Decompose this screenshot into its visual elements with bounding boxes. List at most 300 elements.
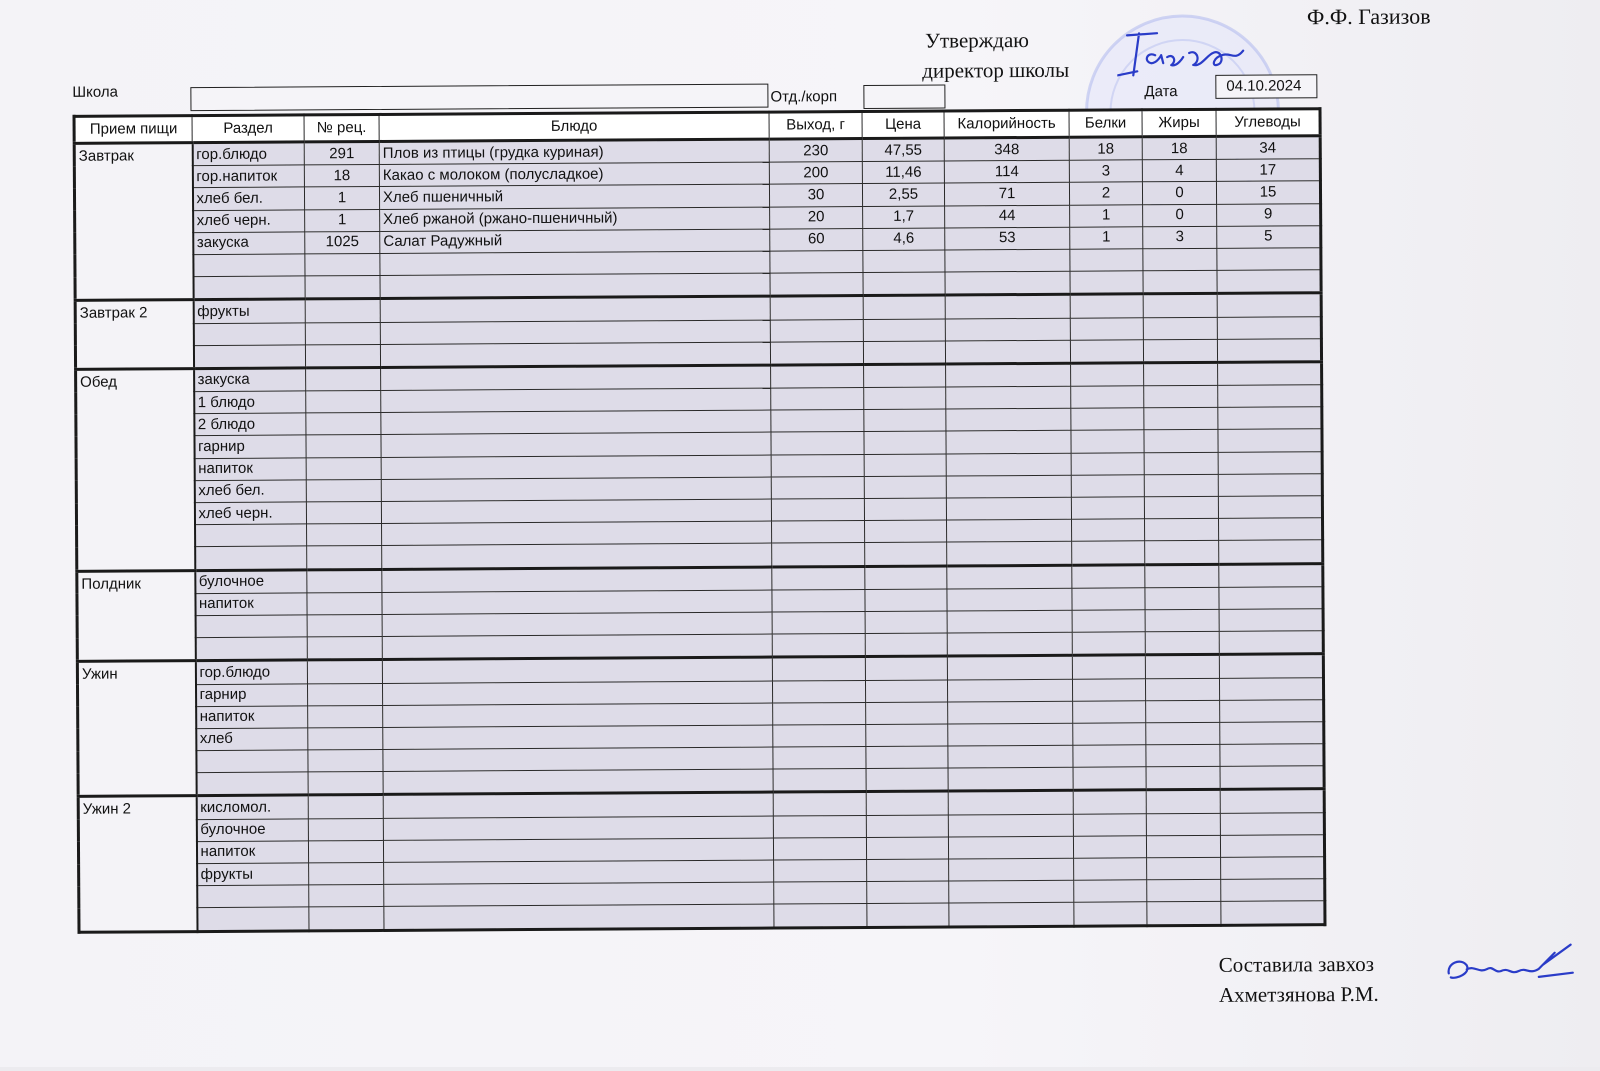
carbs-cell[interactable] bbox=[1220, 812, 1324, 835]
price-cell[interactable] bbox=[865, 679, 947, 702]
carbs-cell[interactable] bbox=[1218, 385, 1322, 408]
kcal-cell[interactable] bbox=[947, 679, 1072, 702]
fat-cell[interactable] bbox=[1147, 902, 1221, 926]
protein-cell[interactable] bbox=[1073, 767, 1146, 791]
recipe-cell[interactable]: 291 bbox=[304, 141, 379, 165]
recipe-cell[interactable] bbox=[308, 795, 383, 819]
section-cell[interactable]: хлеб бел. bbox=[192, 187, 304, 210]
fat-cell[interactable] bbox=[1147, 857, 1221, 880]
yield-cell[interactable] bbox=[770, 273, 863, 297]
yield-cell[interactable] bbox=[770, 296, 863, 320]
fat-cell[interactable]: 0 bbox=[1143, 204, 1217, 227]
recipe-cell[interactable] bbox=[308, 772, 383, 796]
fat-cell[interactable] bbox=[1145, 609, 1219, 632]
protein-cell[interactable]: 2 bbox=[1069, 182, 1142, 205]
yield-cell[interactable] bbox=[773, 724, 866, 747]
kcal-cell[interactable] bbox=[948, 791, 1073, 815]
carbs-cell[interactable]: 15 bbox=[1216, 181, 1320, 204]
price-cell[interactable] bbox=[864, 454, 946, 477]
section-cell[interactable] bbox=[197, 907, 309, 931]
kcal-cell[interactable] bbox=[945, 318, 1070, 341]
price-cell[interactable]: 47,55 bbox=[862, 138, 944, 162]
dish-cell[interactable] bbox=[384, 860, 774, 885]
protein-cell[interactable] bbox=[1072, 610, 1145, 633]
fat-cell[interactable] bbox=[1145, 564, 1219, 588]
price-cell[interactable]: 4,6 bbox=[863, 228, 945, 251]
protein-cell[interactable] bbox=[1073, 723, 1146, 746]
protein-cell[interactable] bbox=[1072, 655, 1145, 679]
fat-cell[interactable] bbox=[1143, 317, 1217, 340]
kcal-cell[interactable] bbox=[947, 565, 1072, 589]
kcal-cell[interactable] bbox=[948, 745, 1073, 768]
yield-cell[interactable] bbox=[774, 882, 867, 905]
carbs-cell[interactable] bbox=[1217, 248, 1321, 271]
recipe-cell[interactable] bbox=[307, 683, 382, 706]
fat-cell[interactable] bbox=[1146, 722, 1220, 745]
dish-cell[interactable] bbox=[383, 838, 773, 863]
section-cell[interactable]: гор.блюдо bbox=[195, 660, 307, 684]
fat-cell[interactable]: 4 bbox=[1142, 160, 1216, 183]
carbs-cell[interactable] bbox=[1220, 789, 1324, 813]
fat-cell[interactable]: 18 bbox=[1142, 136, 1216, 160]
yield-cell[interactable] bbox=[770, 250, 863, 273]
dish-cell[interactable] bbox=[380, 320, 770, 345]
fat-cell[interactable] bbox=[1146, 767, 1220, 791]
dish-cell[interactable] bbox=[381, 433, 771, 458]
carbs-cell[interactable] bbox=[1219, 586, 1323, 609]
recipe-cell[interactable] bbox=[305, 276, 380, 300]
recipe-cell[interactable] bbox=[308, 818, 383, 841]
carbs-cell[interactable] bbox=[1221, 857, 1325, 880]
section-cell[interactable]: 1 блюдо bbox=[194, 391, 306, 414]
protein-cell[interactable] bbox=[1070, 317, 1143, 340]
yield-cell[interactable] bbox=[773, 815, 866, 838]
dish-cell[interactable] bbox=[380, 251, 770, 276]
price-cell[interactable] bbox=[863, 341, 945, 365]
yield-cell[interactable]: 30 bbox=[769, 184, 862, 207]
section-cell[interactable] bbox=[193, 322, 305, 345]
section-cell[interactable]: фрукты bbox=[193, 299, 305, 323]
carbs-cell[interactable] bbox=[1217, 338, 1321, 362]
protein-cell[interactable] bbox=[1072, 541, 1145, 565]
carbs-cell[interactable] bbox=[1219, 540, 1323, 564]
dish-cell[interactable] bbox=[381, 410, 771, 435]
fat-cell[interactable] bbox=[1145, 655, 1219, 679]
dish-cell[interactable] bbox=[382, 681, 772, 706]
dish-cell[interactable] bbox=[382, 612, 772, 637]
fat-cell[interactable] bbox=[1143, 248, 1217, 271]
section-cell[interactable] bbox=[193, 345, 305, 369]
price-cell[interactable] bbox=[866, 837, 948, 860]
fat-cell[interactable] bbox=[1146, 813, 1220, 836]
yield-cell[interactable] bbox=[771, 364, 864, 388]
price-cell[interactable] bbox=[865, 542, 947, 566]
kcal-cell[interactable] bbox=[946, 475, 1071, 498]
recipe-cell[interactable] bbox=[309, 907, 384, 931]
dish-cell[interactable] bbox=[384, 882, 774, 907]
protein-cell[interactable] bbox=[1071, 475, 1144, 498]
price-cell[interactable]: 1,7 bbox=[863, 206, 945, 229]
section-cell[interactable]: напиток bbox=[196, 706, 308, 729]
recipe-cell[interactable]: 1 bbox=[305, 209, 380, 232]
price-cell[interactable] bbox=[863, 272, 945, 296]
carbs-cell[interactable] bbox=[1220, 835, 1324, 858]
yield-cell[interactable] bbox=[772, 521, 865, 544]
yield-cell[interactable]: 230 bbox=[769, 139, 862, 163]
dish-cell[interactable] bbox=[381, 499, 771, 524]
protein-cell[interactable] bbox=[1071, 386, 1144, 409]
price-cell[interactable] bbox=[866, 702, 948, 725]
dish-cell[interactable] bbox=[383, 725, 773, 750]
fat-cell[interactable] bbox=[1143, 270, 1217, 294]
price-cell[interactable] bbox=[865, 611, 947, 634]
kcal-cell[interactable] bbox=[948, 814, 1073, 837]
fat-cell[interactable] bbox=[1147, 880, 1221, 903]
protein-cell[interactable] bbox=[1073, 836, 1146, 859]
price-cell[interactable] bbox=[864, 364, 946, 388]
fat-cell[interactable]: 3 bbox=[1143, 226, 1217, 249]
price-cell[interactable] bbox=[864, 387, 946, 410]
price-cell[interactable] bbox=[866, 815, 948, 838]
kcal-cell[interactable] bbox=[945, 295, 1070, 319]
kcal-cell[interactable] bbox=[945, 271, 1070, 295]
carbs-cell[interactable] bbox=[1219, 609, 1323, 632]
carbs-cell[interactable] bbox=[1218, 362, 1322, 386]
carbs-cell[interactable]: 17 bbox=[1216, 159, 1320, 182]
price-cell[interactable]: 11,46 bbox=[862, 161, 944, 184]
recipe-cell[interactable]: 18 bbox=[304, 165, 379, 188]
price-cell[interactable] bbox=[867, 859, 949, 882]
yield-cell[interactable] bbox=[773, 747, 866, 770]
price-cell[interactable] bbox=[864, 409, 946, 432]
recipe-cell[interactable] bbox=[307, 660, 382, 684]
dish-cell[interactable] bbox=[381, 477, 771, 502]
protein-cell[interactable] bbox=[1072, 564, 1145, 588]
protein-cell[interactable] bbox=[1070, 339, 1143, 363]
carbs-cell[interactable] bbox=[1217, 316, 1321, 339]
kcal-cell[interactable] bbox=[948, 701, 1073, 724]
kcal-cell[interactable] bbox=[947, 588, 1072, 611]
kcal-cell[interactable]: 53 bbox=[945, 227, 1070, 250]
dish-cell[interactable] bbox=[382, 543, 772, 569]
yield-cell[interactable] bbox=[773, 702, 866, 725]
fat-cell[interactable]: 0 bbox=[1142, 182, 1216, 205]
price-cell[interactable] bbox=[867, 903, 949, 927]
recipe-cell[interactable] bbox=[306, 435, 381, 458]
recipe-cell[interactable] bbox=[306, 457, 381, 480]
recipe-cell[interactable]: 1 bbox=[304, 187, 379, 210]
kcal-cell[interactable] bbox=[948, 836, 1073, 859]
protein-cell[interactable] bbox=[1074, 880, 1147, 903]
yield-cell[interactable] bbox=[770, 319, 863, 342]
dish-cell[interactable] bbox=[382, 634, 772, 660]
dish-cell[interactable]: Хлеб пшеничный bbox=[379, 184, 769, 209]
protein-cell[interactable] bbox=[1070, 294, 1143, 318]
protein-cell[interactable] bbox=[1072, 588, 1145, 611]
carbs-cell[interactable] bbox=[1220, 766, 1324, 790]
fat-cell[interactable] bbox=[1146, 835, 1220, 858]
protein-cell[interactable] bbox=[1071, 430, 1144, 453]
dish-cell[interactable] bbox=[383, 792, 773, 818]
dish-cell[interactable]: Какао с молоком (полусладкое) bbox=[379, 162, 769, 187]
yield-cell[interactable] bbox=[771, 388, 864, 411]
price-cell[interactable] bbox=[863, 318, 945, 341]
fat-cell[interactable] bbox=[1145, 631, 1219, 655]
dish-cell[interactable]: Хлеб ржаной (ржано-пшеничный) bbox=[380, 207, 770, 232]
dish-cell[interactable] bbox=[382, 521, 772, 546]
carbs-cell[interactable] bbox=[1218, 429, 1322, 452]
kcal-cell[interactable]: 114 bbox=[944, 160, 1069, 183]
kcal-cell[interactable] bbox=[947, 542, 1072, 566]
carbs-cell[interactable] bbox=[1217, 293, 1321, 317]
dish-cell[interactable] bbox=[380, 342, 770, 368]
yield-cell[interactable]: 20 bbox=[770, 206, 863, 229]
price-cell[interactable] bbox=[867, 881, 949, 904]
section-cell[interactable]: закуска bbox=[194, 368, 306, 392]
dish-cell[interactable]: Салат Радужный bbox=[380, 229, 770, 254]
fat-cell[interactable] bbox=[1144, 430, 1218, 453]
protein-cell[interactable] bbox=[1071, 452, 1144, 475]
kcal-cell[interactable] bbox=[948, 767, 1073, 791]
dish-cell[interactable] bbox=[384, 904, 774, 930]
price-cell[interactable] bbox=[865, 589, 947, 612]
protein-cell[interactable] bbox=[1071, 363, 1144, 387]
price-cell[interactable] bbox=[864, 498, 946, 521]
section-cell[interactable]: гор.блюдо bbox=[192, 142, 304, 166]
fat-cell[interactable] bbox=[1143, 294, 1217, 318]
kcal-cell[interactable] bbox=[947, 519, 1072, 542]
recipe-cell[interactable] bbox=[306, 413, 381, 436]
yield-cell[interactable] bbox=[772, 611, 865, 634]
protein-cell[interactable] bbox=[1074, 858, 1147, 881]
section-cell[interactable] bbox=[193, 276, 305, 300]
kcal-cell[interactable] bbox=[949, 858, 1074, 881]
yield-cell[interactable] bbox=[770, 341, 863, 365]
section-cell[interactable] bbox=[193, 254, 305, 277]
kcal-cell[interactable] bbox=[949, 903, 1074, 927]
dish-cell[interactable]: Плов из птицы (грудка куриная) bbox=[379, 139, 769, 165]
fat-cell[interactable] bbox=[1145, 519, 1219, 542]
yield-cell[interactable] bbox=[774, 904, 867, 928]
section-cell[interactable] bbox=[195, 615, 307, 638]
protein-cell[interactable] bbox=[1072, 632, 1145, 656]
kcal-cell[interactable] bbox=[946, 408, 1071, 431]
kcal-cell[interactable] bbox=[945, 340, 1070, 364]
protein-cell[interactable] bbox=[1071, 497, 1144, 520]
date-field[interactable] bbox=[1215, 74, 1317, 99]
carbs-cell[interactable] bbox=[1218, 474, 1322, 497]
recipe-cell[interactable] bbox=[305, 322, 380, 345]
section-cell[interactable]: напиток bbox=[196, 841, 308, 864]
kcal-cell[interactable] bbox=[947, 632, 1072, 656]
price-cell[interactable] bbox=[866, 746, 948, 769]
yield-cell[interactable]: 200 bbox=[769, 162, 862, 185]
kcal-cell[interactable] bbox=[946, 497, 1071, 520]
section-cell[interactable] bbox=[197, 885, 309, 908]
recipe-cell[interactable] bbox=[305, 344, 380, 368]
fat-cell[interactable] bbox=[1146, 790, 1220, 814]
dish-cell[interactable] bbox=[382, 567, 772, 593]
section-cell[interactable]: 2 блюдо bbox=[194, 413, 306, 436]
protein-cell[interactable] bbox=[1070, 249, 1143, 272]
price-cell[interactable]: 2,55 bbox=[862, 183, 944, 206]
carbs-cell[interactable] bbox=[1219, 518, 1323, 541]
price-cell[interactable] bbox=[864, 431, 946, 454]
carbs-cell[interactable] bbox=[1217, 270, 1321, 294]
price-cell[interactable] bbox=[863, 295, 945, 319]
dish-cell[interactable] bbox=[381, 388, 771, 413]
carbs-cell[interactable] bbox=[1219, 677, 1323, 700]
section-cell[interactable]: булочное bbox=[196, 819, 308, 842]
recipe-cell[interactable] bbox=[306, 367, 381, 391]
kcal-cell[interactable] bbox=[949, 880, 1074, 903]
school-field[interactable] bbox=[190, 84, 768, 112]
protein-cell[interactable]: 1 bbox=[1070, 204, 1143, 227]
recipe-cell[interactable] bbox=[309, 862, 384, 885]
yield-cell[interactable] bbox=[772, 589, 865, 612]
dish-cell[interactable] bbox=[380, 296, 770, 322]
section-cell[interactable] bbox=[196, 750, 308, 773]
yield-cell[interactable] bbox=[772, 543, 865, 567]
price-cell[interactable] bbox=[863, 250, 945, 273]
kcal-cell[interactable]: 348 bbox=[944, 137, 1069, 161]
dish-cell[interactable] bbox=[382, 657, 772, 683]
carbs-cell[interactable] bbox=[1219, 563, 1323, 587]
kcal-cell[interactable]: 44 bbox=[945, 205, 1070, 228]
recipe-cell[interactable] bbox=[309, 885, 384, 908]
carbs-cell[interactable] bbox=[1221, 879, 1325, 902]
price-cell[interactable] bbox=[866, 724, 948, 747]
protein-cell[interactable] bbox=[1074, 902, 1147, 926]
protein-cell[interactable] bbox=[1073, 813, 1146, 836]
carbs-cell[interactable]: 5 bbox=[1217, 225, 1321, 248]
carbs-cell[interactable] bbox=[1221, 901, 1325, 925]
protein-cell[interactable]: 1 bbox=[1070, 227, 1143, 250]
dish-cell[interactable] bbox=[383, 816, 773, 841]
protein-cell[interactable] bbox=[1073, 745, 1146, 768]
fat-cell[interactable] bbox=[1146, 700, 1220, 723]
yield-cell[interactable] bbox=[773, 792, 866, 816]
carbs-cell[interactable]: 34 bbox=[1216, 136, 1320, 160]
recipe-cell[interactable] bbox=[308, 705, 383, 728]
recipe-cell[interactable] bbox=[307, 637, 382, 661]
yield-cell[interactable] bbox=[773, 769, 866, 793]
section-cell[interactable]: напиток bbox=[194, 458, 306, 481]
dish-cell[interactable] bbox=[382, 590, 772, 615]
yield-cell[interactable] bbox=[772, 657, 865, 681]
section-cell[interactable] bbox=[195, 637, 307, 661]
price-cell[interactable] bbox=[865, 633, 947, 657]
protein-cell[interactable] bbox=[1070, 271, 1143, 295]
dish-cell[interactable] bbox=[380, 273, 770, 299]
protein-cell[interactable] bbox=[1072, 519, 1145, 542]
recipe-cell[interactable] bbox=[308, 750, 383, 773]
carbs-cell[interactable] bbox=[1218, 451, 1322, 474]
fat-cell[interactable] bbox=[1143, 339, 1217, 363]
yield-cell[interactable] bbox=[774, 859, 867, 882]
section-cell[interactable]: хлеб черн. bbox=[193, 209, 305, 232]
price-cell[interactable] bbox=[866, 791, 948, 815]
fat-cell[interactable] bbox=[1144, 362, 1218, 386]
section-cell[interactable]: гарнир bbox=[195, 683, 307, 706]
recipe-cell[interactable] bbox=[307, 524, 382, 547]
yield-cell[interactable] bbox=[771, 476, 864, 499]
carbs-cell[interactable] bbox=[1219, 631, 1323, 655]
price-cell[interactable] bbox=[866, 768, 948, 792]
recipe-cell[interactable] bbox=[308, 727, 383, 750]
fat-cell[interactable] bbox=[1144, 452, 1218, 475]
section-cell[interactable] bbox=[196, 772, 308, 796]
price-cell[interactable] bbox=[865, 656, 947, 680]
kcal-cell[interactable] bbox=[948, 723, 1073, 746]
carbs-cell[interactable] bbox=[1218, 407, 1322, 430]
carbs-cell[interactable]: 9 bbox=[1217, 203, 1321, 226]
section-cell[interactable]: гор.напиток bbox=[192, 165, 304, 188]
recipe-cell[interactable] bbox=[305, 253, 380, 276]
yield-cell[interactable] bbox=[771, 432, 864, 455]
protein-cell[interactable] bbox=[1073, 700, 1146, 723]
fat-cell[interactable] bbox=[1144, 496, 1218, 519]
dish-cell[interactable] bbox=[381, 455, 771, 480]
carbs-cell[interactable] bbox=[1219, 654, 1323, 678]
yield-cell[interactable] bbox=[772, 634, 865, 658]
fat-cell[interactable] bbox=[1146, 744, 1220, 767]
carbs-cell[interactable] bbox=[1218, 496, 1322, 519]
protein-cell[interactable] bbox=[1072, 678, 1145, 701]
kcal-cell[interactable] bbox=[947, 656, 1072, 680]
recipe-cell[interactable] bbox=[307, 569, 382, 593]
yield-cell[interactable] bbox=[772, 566, 865, 590]
section-cell[interactable] bbox=[195, 524, 307, 547]
dish-cell[interactable] bbox=[381, 365, 771, 391]
recipe-cell[interactable]: 1025 bbox=[305, 231, 380, 254]
section-cell[interactable] bbox=[195, 546, 307, 570]
recipe-cell[interactable] bbox=[306, 479, 381, 502]
yield-cell[interactable] bbox=[773, 837, 866, 860]
fat-cell[interactable] bbox=[1144, 385, 1218, 408]
fat-cell[interactable] bbox=[1144, 408, 1218, 431]
recipe-cell[interactable] bbox=[308, 840, 383, 863]
kcal-cell[interactable] bbox=[946, 363, 1071, 387]
yield-cell[interactable] bbox=[771, 498, 864, 521]
section-cell[interactable]: закуска bbox=[193, 232, 305, 255]
kcal-cell[interactable] bbox=[947, 610, 1072, 633]
fat-cell[interactable] bbox=[1145, 678, 1219, 701]
carbs-cell[interactable] bbox=[1220, 699, 1324, 722]
section-cell[interactable]: хлеб bbox=[196, 728, 308, 751]
kcal-cell[interactable] bbox=[946, 453, 1071, 476]
carbs-cell[interactable] bbox=[1220, 722, 1324, 745]
section-cell[interactable]: булочное bbox=[195, 569, 307, 593]
yield-cell[interactable] bbox=[771, 410, 864, 433]
kcal-cell[interactable] bbox=[945, 249, 1070, 272]
recipe-cell[interactable] bbox=[306, 501, 381, 524]
section-cell[interactable]: кисломол. bbox=[196, 795, 308, 819]
protein-cell[interactable]: 18 bbox=[1069, 137, 1142, 161]
dish-cell[interactable] bbox=[383, 747, 773, 772]
yield-cell[interactable] bbox=[771, 454, 864, 477]
price-cell[interactable] bbox=[865, 566, 947, 590]
yield-cell[interactable] bbox=[772, 680, 865, 703]
recipe-cell[interactable] bbox=[307, 592, 382, 615]
recipe-cell[interactable] bbox=[307, 546, 382, 570]
section-cell[interactable]: напиток bbox=[195, 593, 307, 616]
kcal-cell[interactable] bbox=[946, 386, 1071, 409]
yield-cell[interactable]: 60 bbox=[770, 228, 863, 251]
section-cell[interactable]: хлеб черн. bbox=[194, 502, 306, 525]
fat-cell[interactable] bbox=[1145, 587, 1219, 610]
kcal-cell[interactable] bbox=[946, 431, 1071, 454]
